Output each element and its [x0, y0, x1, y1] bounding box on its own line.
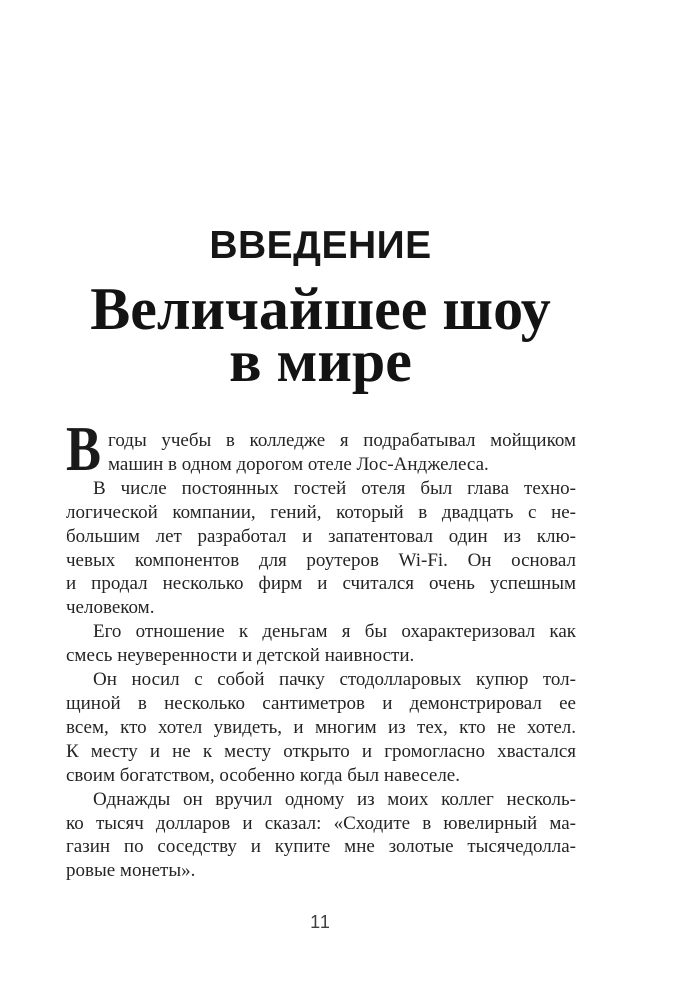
text-line: К месту и не к месту открыто и громогласно хвастался — [66, 740, 576, 762]
drop-cap: В — [66, 413, 102, 484]
text-line: Он носил с собой пачку стодолларовых купюр тол- — [93, 669, 576, 691]
page-number: 11 — [310, 912, 331, 932]
paragraph — [66, 668, 576, 788]
text-line: и продал несколько фирм и считался очень успешным — [66, 573, 576, 595]
paragraph — [66, 788, 576, 884]
text-line: ровые монеты». — [66, 860, 196, 882]
text-line: человеком. — [66, 597, 155, 619]
text-line: газин по соседству и купите мне золотые тысячедолла- — [66, 836, 576, 858]
paragraph — [66, 620, 576, 668]
body-text — [66, 413, 576, 883]
text-line: ко тысяч долларов и сказал: «Сходите в ювелирный ма- — [66, 812, 576, 834]
paragraph — [66, 477, 576, 620]
chapter-kicker: ВВЕДЕНИЕ — [209, 224, 432, 267]
text-line: щиной в несколько сантиметров и демонстрировал ее — [66, 692, 576, 714]
text-line: В числе постоянных гостей отеля был глава техно- — [93, 477, 576, 499]
text-line: Однажды он вручил одному из моих коллег несколь- — [93, 788, 576, 810]
text-line: машин в одном дорогом отеле Лос-Анджелеса. — [108, 453, 489, 475]
text-line: логической компании, гений, который в двадцать с не- — [66, 501, 576, 523]
text-line: своим богатством, особенно когда был навеселе. — [66, 764, 460, 786]
chapter-title — [33, 276, 608, 394]
text-line: большим лет разработал и запатентовал один из клю- — [66, 525, 576, 547]
text-line: Его отношение к деньгам я бы охарактеризовал как — [93, 621, 576, 643]
text-line: смесь неуверенности и детской наивности. — [66, 645, 415, 667]
text-line: годы учебы в колледже я подрабатывал мойщиком — [108, 430, 576, 451]
text-line: всем, кто хотел увидеть, и многим из тех, кто не хотел. — [66, 716, 576, 738]
paragraph — [66, 413, 576, 484]
chapter-title-line-2: в мире — [229, 328, 412, 394]
chapter-title-line-1: Величайшее шоу — [90, 276, 551, 342]
text-line: чевых компонентов для роутеров Wi-Fi. Он основал — [66, 549, 576, 571]
